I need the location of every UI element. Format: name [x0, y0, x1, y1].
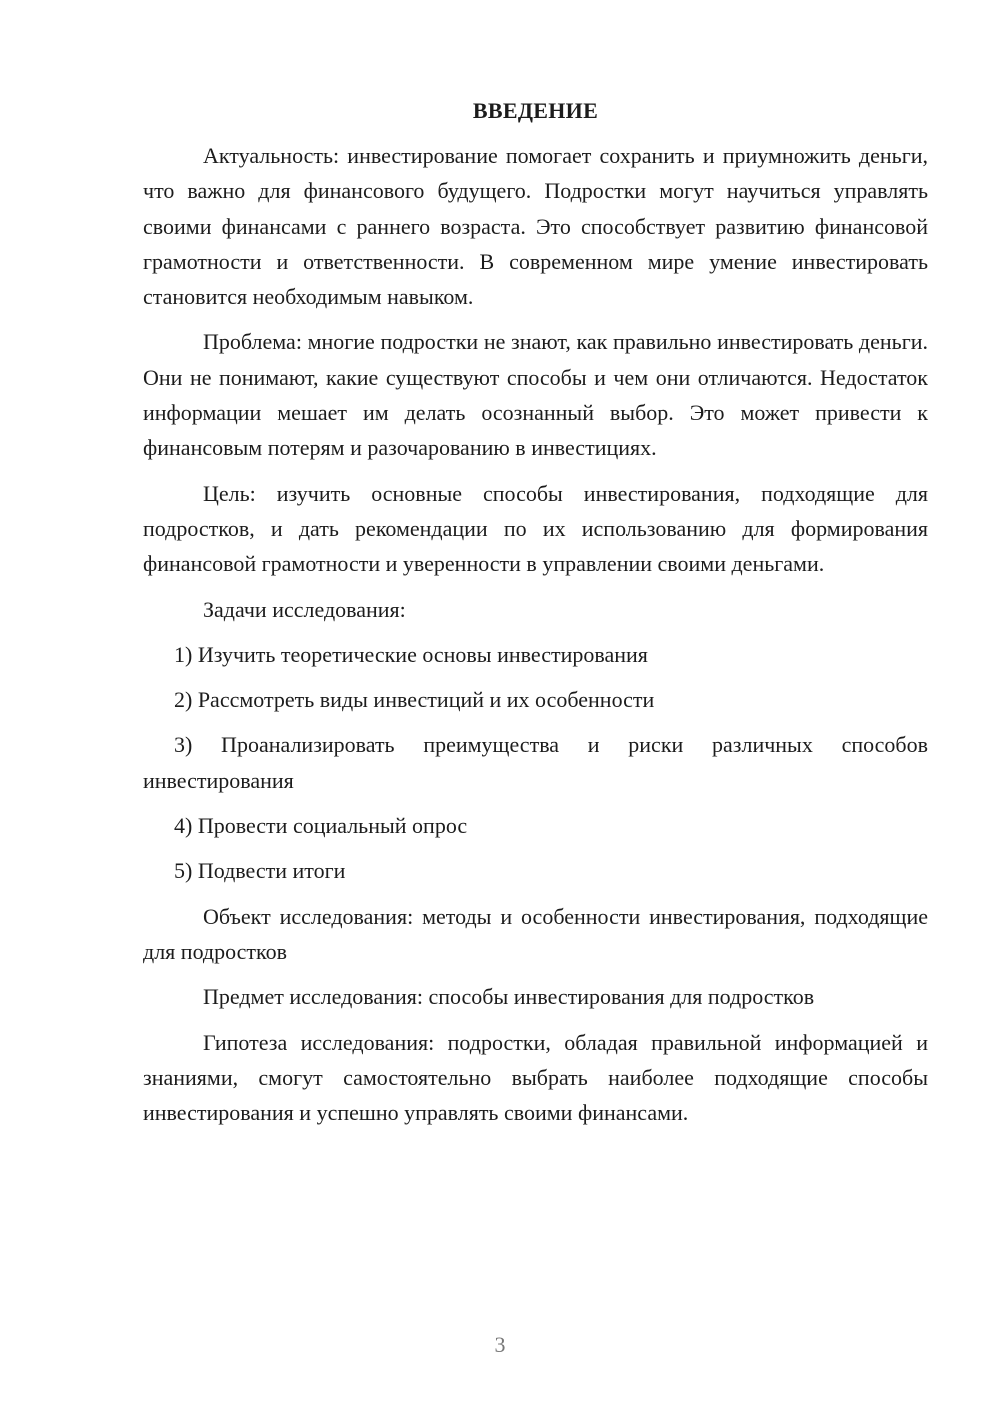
hypothesis-paragraph: Гипотеза исследования: подростки, обладая правильной информацией и знаниями, смогут самостоятельно выбрать наиболее подходящие способы инвестирования и успешно управлять своими финансами. [143, 1029, 928, 1126]
relevance-paragraph: Актуальность: инвестирование помогает сохранить и приумножить деньги, что важно для финансового будущего. Подростки могут научиться управлять своими финансами с раннего возраста. Это способствует развитию финансовой грамотности и ответственности. В современном мире умение инвестировать становится необходимым навыком. [143, 143, 928, 310]
subject-paragraph: Предмет исследования: способы инвестирования для подростков [203, 984, 815, 1010]
list-item: 1) Изучить теоретические основы инвестирования [174, 641, 648, 667]
document-body [143, 96, 928, 1140]
list-item: 5) Подвести итоги [174, 858, 346, 884]
list-item: 3) Проанализировать преимущества и риски различных способов инвестирования [143, 732, 928, 793]
problem-paragraph: Проблема: многие подростки не знают, как правильно инвестировать деньги. Они не понимают, какие существуют способы и чем они отличаются. Недостаток информации мешает им делать осознанный выбор. Это может привести к финансовым потерям и разочарованию в инвестициях. [143, 329, 928, 461]
page-number: 3 [494, 1332, 506, 1357]
tasks-list [143, 637, 928, 889]
tasks-heading: Задачи исследования: [203, 596, 406, 622]
list-item: 4) Провести социальный опрос [174, 813, 468, 839]
goal-paragraph: Цель: изучить основные способы инвестирования, подходящие для подростков, и дать рекомендации по их использованию для формирования финансовой грамотности и уверенности в управлении своими деньгами. [143, 480, 928, 577]
page-title: ВВЕДЕНИЕ [472, 98, 599, 123]
object-paragraph: Объект исследования: методы и особенности инвестирования, подходящие для подростков [143, 903, 928, 964]
list-item: 2) Рассмотреть виды инвестиций и их особенности [174, 687, 655, 713]
